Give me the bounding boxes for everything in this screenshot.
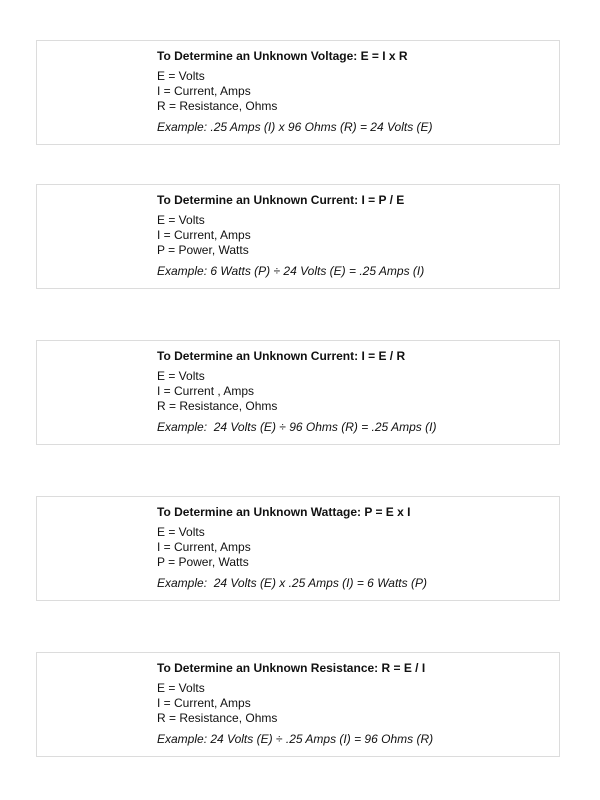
example-line: Example: 6 Watts (P) ÷ 24 Volts (E) = .25 Amps (I) <box>157 264 425 278</box>
definition-line: R = Resistance, Ohms <box>157 711 278 725</box>
definition-line: E = Volts <box>157 213 205 227</box>
definition-line: E = Volts <box>157 369 205 383</box>
card-title: To Determine an Unknown Wattage: P = E x I <box>157 505 411 519</box>
card-content <box>157 192 551 279</box>
definition-line: I = Current, Amps <box>157 228 251 242</box>
definition-line: E = Volts <box>157 525 205 539</box>
definition-line: I = Current, Amps <box>157 540 251 554</box>
wattage-formula-card <box>36 496 560 601</box>
card-content <box>157 48 551 135</box>
definition-line: I = Current, Amps <box>157 696 251 710</box>
definition-line: E = Volts <box>157 69 205 83</box>
card-title: To Determine an Unknown Voltage: E = I x R <box>157 49 408 63</box>
definition-line: P = Power, Watts <box>157 243 249 257</box>
definition-line: P = Power, Watts <box>157 555 249 569</box>
definition-line: R = Resistance, Ohms <box>157 99 278 113</box>
example-line: Example: 24 Volts (E) x .25 Amps (I) = 6 Watts (P) <box>157 576 427 590</box>
current-resistance-formula-card <box>36 340 560 445</box>
definition-line: R = Resistance, Ohms <box>157 399 278 413</box>
card-content <box>157 504 551 591</box>
card-content <box>157 348 551 435</box>
example-line: Example: 24 Volts (E) ÷ .25 Amps (I) = 96 Ohms (R) <box>157 732 434 746</box>
example-line: Example: 24 Volts (E) ÷ 96 Ohms (R) = .25 Amps (I) <box>157 420 437 434</box>
example-line: Example: .25 Amps (I) x 96 Ohms (R) = 24 Volts (E) <box>157 120 433 134</box>
definition-line: I = Current, Amps <box>157 84 251 98</box>
definition-line: I = Current , Amps <box>157 384 255 398</box>
resistance-formula-card <box>36 652 560 757</box>
current-power-formula-card <box>36 184 560 289</box>
card-content <box>157 660 551 747</box>
card-title: To Determine an Unknown Current: I = P / E <box>157 193 405 207</box>
voltage-formula-card <box>36 40 560 145</box>
card-title: To Determine an Unknown Current: I = E / R <box>157 349 406 363</box>
definition-line: E = Volts <box>157 681 205 695</box>
card-title: To Determine an Unknown Resistance: R = E / I <box>157 661 426 675</box>
